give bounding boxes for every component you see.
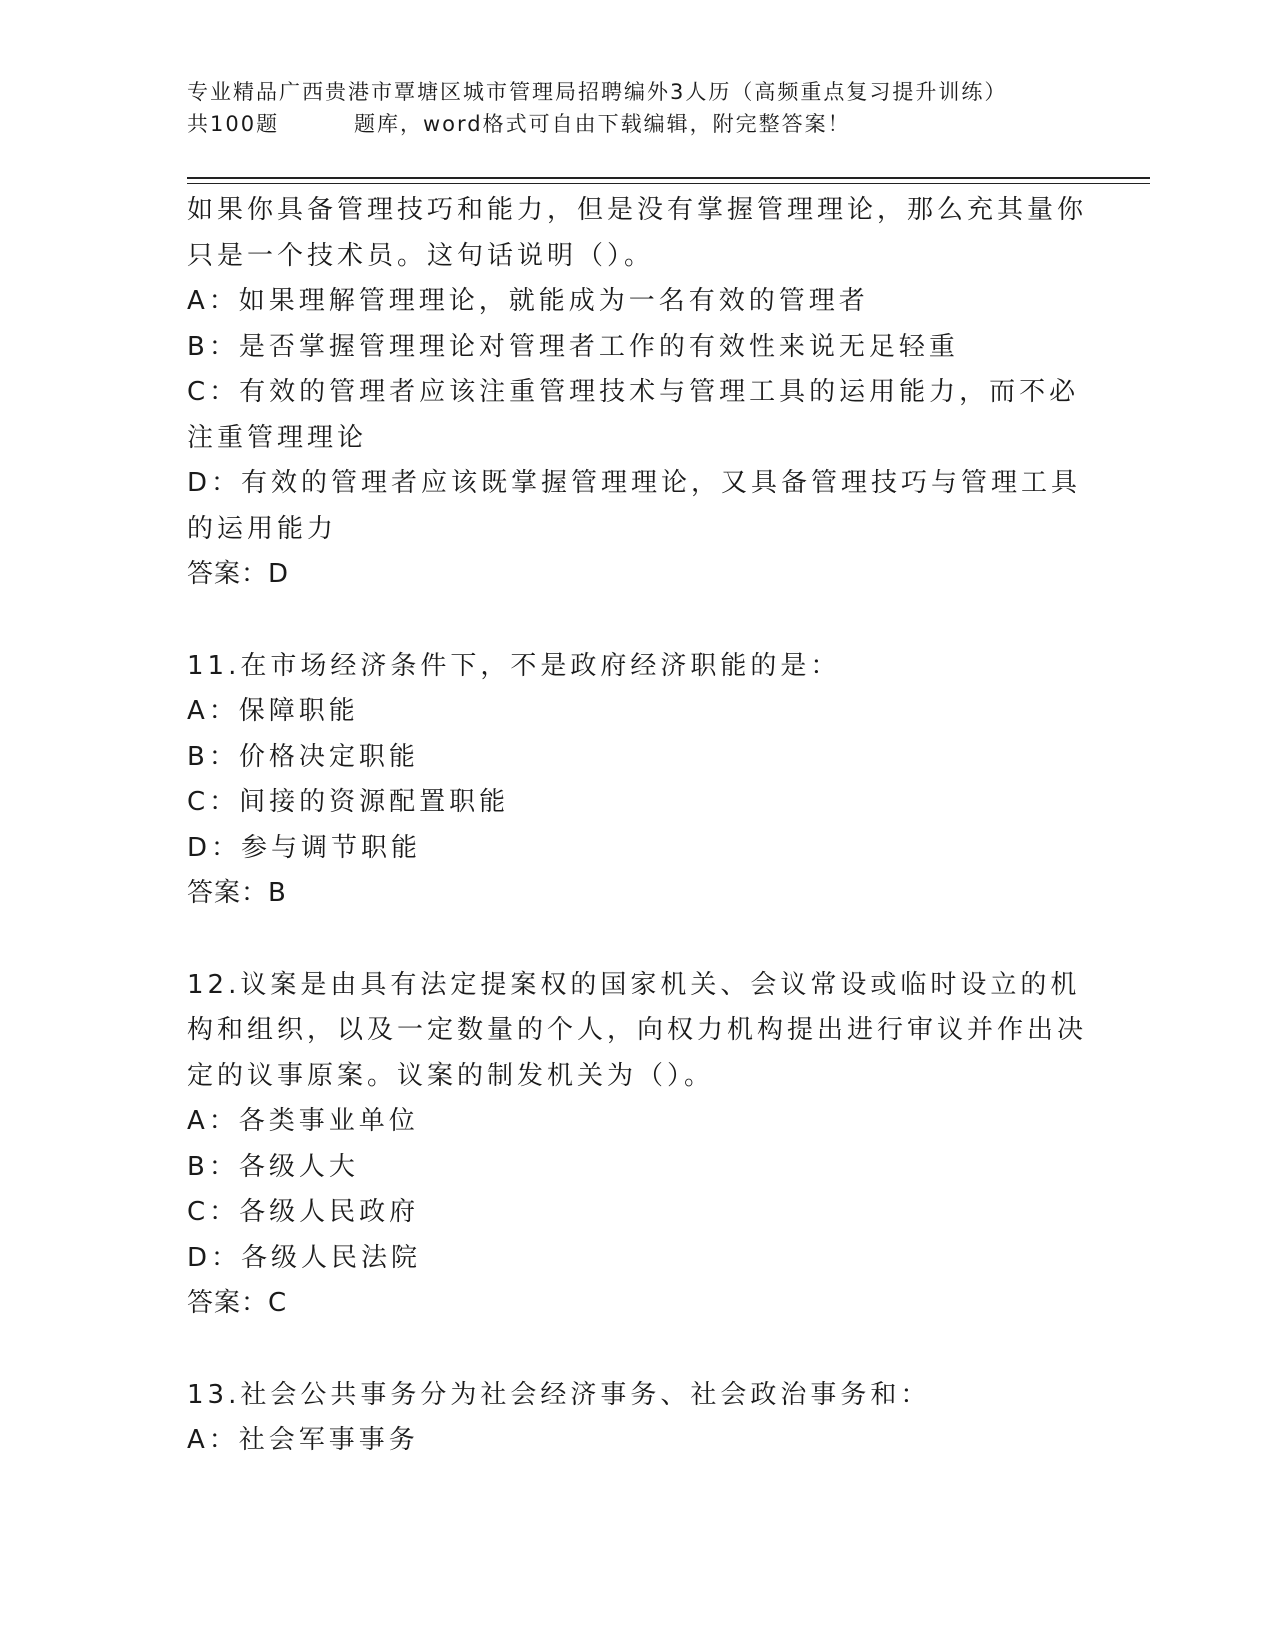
document-header (187, 76, 1087, 140)
option-c: C：各级人民政府 (187, 1197, 420, 1227)
option-b: B：各级人大 (187, 1151, 359, 1182)
question-stem: 13.社会公共事务分为社会经济事务、社会政治事务和： (187, 1379, 931, 1410)
answer-line: 答案：B (187, 878, 287, 908)
option-a: A：各类事业单位 (187, 1106, 419, 1136)
option-d: D：参与调节职能 (187, 832, 422, 863)
question-stem: 12.议案是由具有法定提案权的国家机关、会议常设或临时设立的机构和组织，以及一定数量的个人，向权力机构提出进行审议并作出决定的议事原案。议案的制发机关为（）。 (187, 969, 1088, 1091)
question-12 (187, 963, 1087, 1327)
question-spacer (187, 917, 1087, 963)
header-divider-thick (187, 177, 1150, 179)
question-stem: 如果你具备管理技巧和能力，但是没有掌握管理理论，那么充其量你只是一个技术员。这句话说明（）。 (187, 195, 1088, 271)
question-list (187, 188, 1087, 1464)
option-c: C：间接的资源配置职能 (187, 787, 510, 817)
question-13 (187, 1373, 1087, 1464)
question-11 (187, 644, 1087, 917)
question-stem: 11.在市场经济条件下，不是政府经济职能的是： (187, 650, 841, 681)
header-divider-thin (187, 183, 1150, 184)
option-c: C：有效的管理者应该注重管理技术与管理工具的运用能力，而不必注重管理理论 (187, 377, 1080, 453)
header-question-count: 共100题 (187, 112, 280, 136)
answer-line: 答案：C (187, 1288, 288, 1318)
header-subtitle (187, 108, 1087, 140)
question-spacer (187, 1327, 1087, 1373)
question-spacer (187, 598, 1087, 644)
option-b: B：是否掌握管理理论对管理者工作的有效性来说无足轻重 (187, 331, 959, 362)
option-b: B：价格决定职能 (187, 741, 419, 772)
option-a: A：如果理解管理理论，就能成为一名有效的管理者 (187, 286, 869, 316)
header-title: 专业精品广西贵港市覃塘区城市管理局招聘编外3人历（高频重点复习提升训练） (187, 80, 1008, 104)
option-a: A：保障职能 (187, 696, 359, 726)
option-a: A：社会军事事务 (187, 1425, 419, 1455)
answer-line: 答案：D (187, 559, 290, 589)
option-d: D：有效的管理者应该既掌握管理理论，又具备管理技巧与管理工具的运用能力 (187, 468, 1082, 544)
question-10 (187, 188, 1087, 598)
option-d: D：各级人民法院 (187, 1242, 422, 1273)
header-description: 题库，word格式可自由下载编辑，附完整答案！ (354, 112, 851, 136)
